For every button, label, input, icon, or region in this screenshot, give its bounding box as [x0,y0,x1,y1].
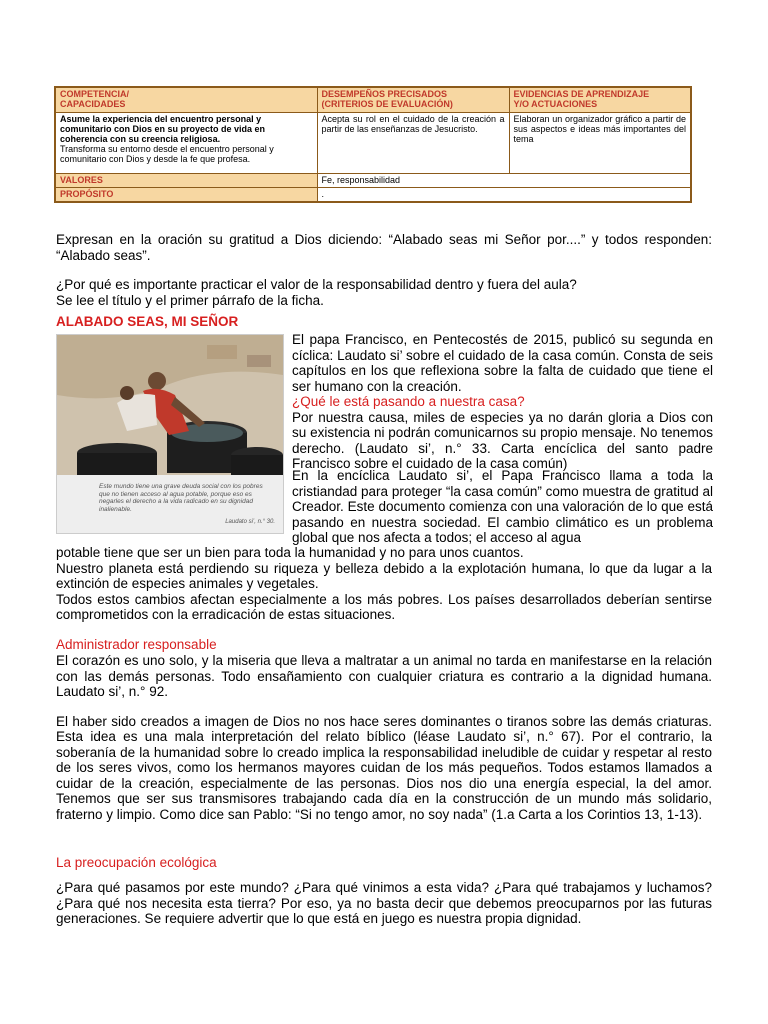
valores-row [55,174,691,188]
valores-value: Fe, responsabilidad [317,174,691,188]
competencia-plain-text: Transforma su entorno desde el encuentro personal y comunitario con Dios y desde la fe que profesa. [60,144,274,164]
section1-question: ¿Qué le está pasando a nuestra casa? [292,394,525,409]
section3-paragraph-1: ¿Para qué pasamos por este mundo? ¿Para qué vinimos a esta vida? ¿Para qué trabajamos y luchamos? ¿Para qué nos necesita esta tierra? Por eso, ya no basta decir que debemos preocuparnos por las futuras generaciones. Se requiere advertir que lo que está en juego es nuestra propia dignidad. [56,880,712,926]
section1-full-width [56,545,712,623]
proposito-value: . [317,188,691,203]
intro-paragraph-1: Expresan en la oración su gratitud a Dios diciendo: “Alabado seas mi Señor por....” y todos responden: “Alabado seas”. [56,232,712,263]
intro-block [56,232,712,308]
section2-paragraph-1: El corazón es uno solo, y la miseria que lleva a maltratar a un animal no tarda en manifestarse en la relación con las demás personas. Todo ensañamiento con cualquier criatura es contrario a la dignidad humana. Laudato si’, n.° 92. [56,653,712,699]
proposito-label: PROPÓSITO [55,188,317,203]
header-desempenos: DESEMPEÑOS PRECISADOS (CRITERIOS DE EVALUACIÓN) [317,87,509,113]
valores-label: VALORES [55,174,317,188]
cell-competencia [55,113,317,174]
table-header-row [55,87,691,113]
section2-title: Administrador responsable [56,637,217,652]
intro-paragraph-2: ¿Por qué es importante practicar el valor de la responsabilidad dentro y fuera del aula? [56,277,577,292]
header-evidencias: EVIDENCIAS DE APRENDIZAJE Y/O ACTUACIONES [509,87,691,113]
section1-paragraph-1: El papa Francisco, en Pentecostés de 2015, publicó su segunda en cíclica: Laudato si’ sobre el cuidado de la casa común. Consta de seis capítulos en los que reflexiona sobre la falta de cuidado que tiene el ser humano con la creación. [292,332,713,394]
section2-block [56,653,712,822]
cell-evidencias: Elaboran un organizador gráfico a partir de sus aspectos e ideas más importantes del tema [509,113,691,174]
photo-illustration [57,335,283,475]
section1-paragraph-3a: En la encíclica Laudato si’, el Papa Francisco llama a toda la cristiandad para proteger “la casa común” como muestra de gratitud al Creador. Este documento comienza con una valoración de lo que está pasando en nuestra sociedad. El cambio climático es un problema global que nos afecta a todos; el acceso al agua [292,468,713,545]
section1-paragraph-5: Todos estos cambios afectan especialmente a los más pobres. Los países desarrollados deberían sentirse comprometidos con la erradicación de estas situaciones. [56,591,712,622]
proposito-row [55,188,691,203]
section1-paragraph-3b: potable tiene que ser un bien para toda la humanidad y no para unos cuantos. [56,545,524,560]
section2-paragraph-2: El haber sido creados a imagen de Dios no nos hace seres dominantes o tiranos sobre las demás criaturas. Esta idea es una mala interpretación del relato bíblico (léase Laudato si’, n.° 67). Por el contrario, la soberanía de la humanidad sobre lo creado implica la responsabilidad ineludible de cuidar y respetar al resto de los seres vivos, como los hermanos mayores cuidan de los más pequeños. Todos estamos llamados a cuidar de la creación, especialmente de las personas. Dios nos dio una energía especial, la del amor. Tenemos que ser sus transmisores trabajando cada día en la construcción de un mundo más solidario, fraterno y limpio. Como dice san Pablo: “Si no tengo amor, no soy nada” (1.a Carta a los Corintios 13, 1-13). [56,713,712,822]
intro-paragraph-3: Se lee el título y el primer párrafo de la ficha. [56,292,324,308]
photo-caption: Este mundo tiene una grave deuda social con los pobres que no tienen acceso al agua potable, porque eso es negarles el derecho a la vida radicado en su dignidad inalienable. [99,483,263,513]
section1-title: ALABADO SEAS, MI SEÑOR [56,314,239,329]
cell-desempenos: Acepta su rol en el cuidado de la creación a partir de las enseñanzas de Jesucristo. [317,113,509,174]
section1-side-column [292,332,713,472]
section1-paragraph-2: Por nuestra causa, miles de especies ya no darán gloria a Dios con su existencia ni podrán comunicarnos su propio mensaje. No tenemos derecho. (Laudato si’, n.° 33. Carta encíclica del santo padre Francisco sobre el cuidado de la casa común) [292,409,713,471]
photo-source: Laudato si’, n.° 30. [225,519,275,525]
competencias-table [54,86,692,203]
section3-block [56,880,712,927]
woman-water-photo [56,334,284,534]
section3-title: La preocupación ecológica [56,855,217,870]
section1-paragraph-4: Nuestro planeta está perdiendo su riqueza y belleza debido a la explotación humana, lo que da lugar a la extinción de especies animales y vegetales. [56,560,712,591]
header-competencia: COMPETENCIA/ CAPACIDADES [55,87,317,113]
competencia-bold-text: Asume la experiencia del encuentro personal y comunitario con Dios en su proyecto de vida en coherencia con su creencia religiosa. [60,114,266,144]
table-body-row [55,113,691,174]
section1-p3-wrap [292,468,713,544]
